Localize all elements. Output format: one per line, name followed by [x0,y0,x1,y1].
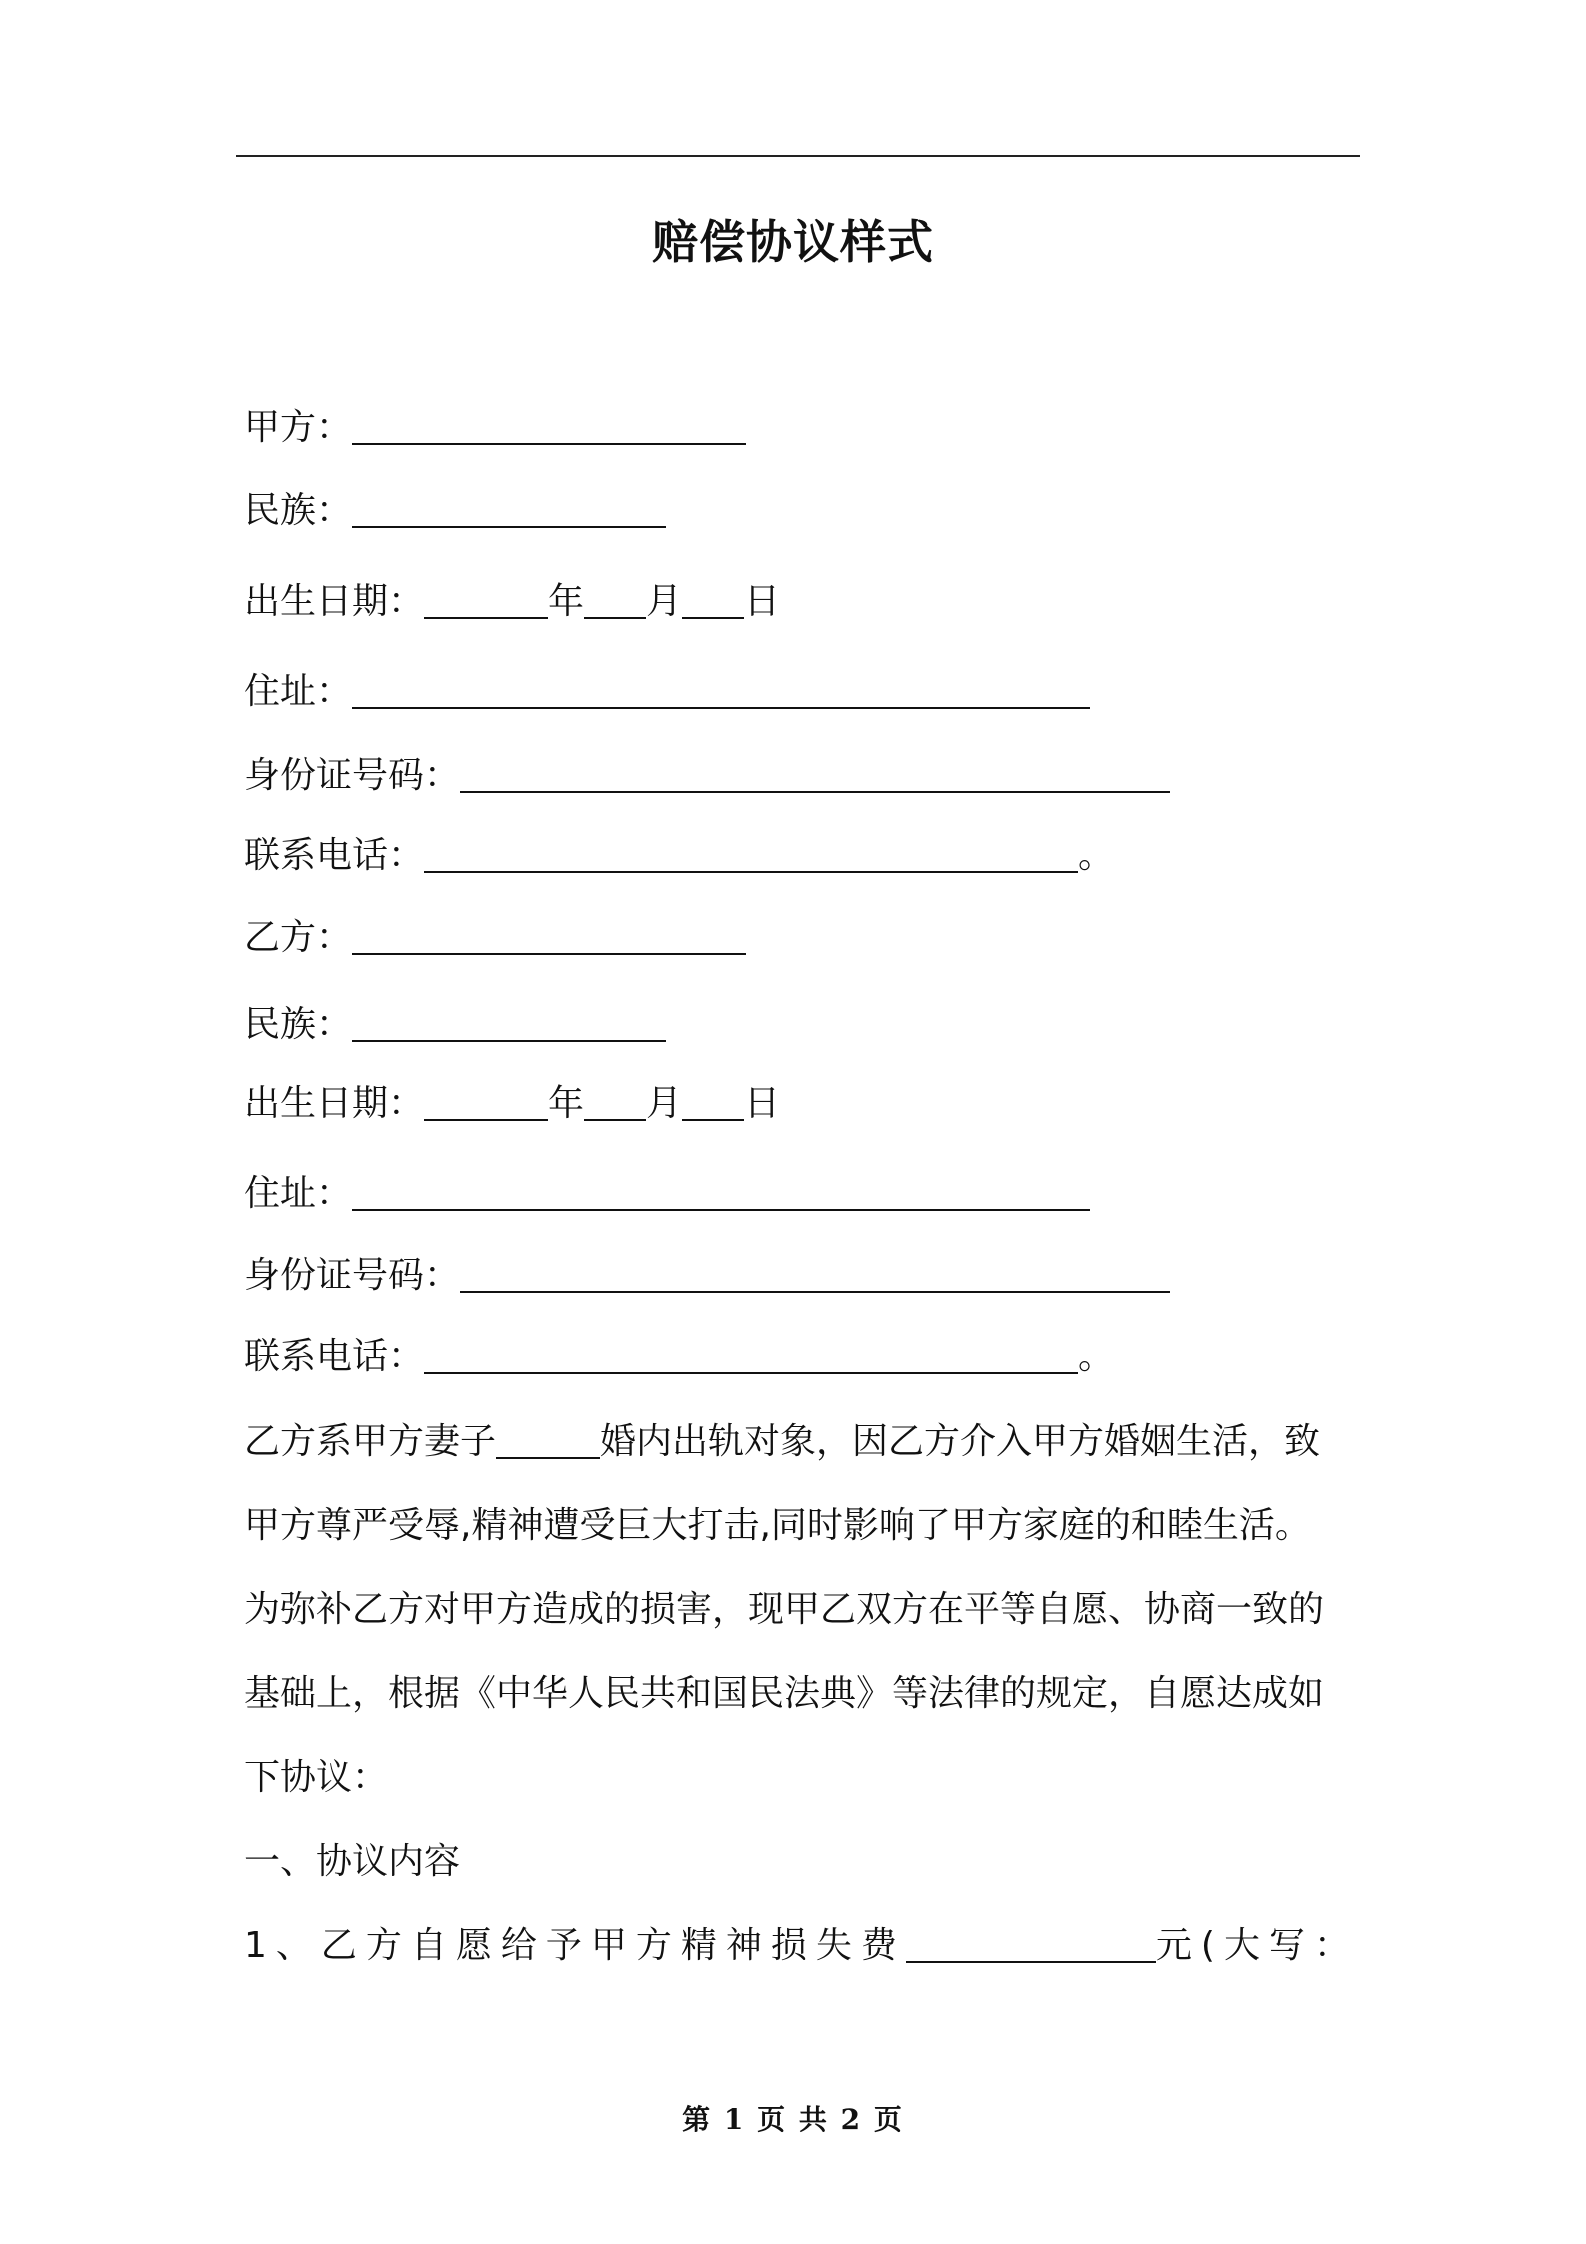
party-b-address-blank[interactable] [352,1179,1090,1211]
intro-line-1-start: 乙方系甲方妻子 [244,1421,497,1462]
party-b-phone-end: 。 [1078,1336,1115,1377]
party-b-birth-label: 出生日期： [244,1083,425,1124]
party-b-birth-year-blank[interactable] [424,1089,548,1121]
intro-line-1 [244,1400,1356,1484]
party-a-name-label: 甲方： [244,407,353,448]
party-a-phone-line [244,832,1114,880]
page-footer: 第 1 页 共 2 页 [682,2103,904,2136]
party-a-phone-end: 。 [1078,835,1115,876]
intro-line-1-end: 婚内出轨对象，因乙方介入甲方婚姻生活，致 [600,1421,1321,1462]
party-a-phone-blank[interactable] [424,841,1078,873]
party-a-phone-label: 联系电话： [244,835,425,876]
section-1-heading: 一、协议内容 [244,1841,461,1882]
party-b-name-line [244,914,746,962]
party-b-name-label: 乙方： [244,917,353,958]
party-b-id-label: 身份证号码： [244,1255,461,1296]
intro-line-4: 基础上，根据《中华人民共和国民法典》等法律的规定，自愿达成如 [244,1673,1325,1714]
clause-1-end: 元(大写： [1155,1925,1359,1966]
party-a-day-text: 日 [744,581,781,622]
header-rule [236,155,1360,157]
party-a-birth-line [244,578,780,626]
party-a-birth-month-blank[interactable] [584,587,646,619]
intro-paragraph [244,1400,1356,1820]
party-a-address-line [244,668,1090,716]
party-b-ethnicity-line [244,1001,666,1049]
spouse-name-blank[interactable] [496,1427,600,1459]
party-b-address-label: 住址： [244,1173,353,1214]
party-a-birth-day-blank[interactable] [682,587,744,619]
party-a-id-blank[interactable] [460,761,1170,793]
party-a-ethnicity-line [244,487,666,535]
party-b-id-line [244,1252,1170,1300]
party-b-ethnicity-label: 民族： [244,1004,353,1045]
party-b-id-blank[interactable] [460,1261,1170,1293]
party-a-birth-label: 出生日期： [244,581,425,622]
party-b-day-text: 日 [744,1083,781,1124]
clause-1-start: 1、乙方自愿给予甲方精神损失费 [244,1925,906,1966]
party-b-ethnicity-blank[interactable] [352,1010,666,1042]
party-a-address-blank[interactable] [352,677,1090,709]
party-a-id-label: 身份证号码： [244,755,461,796]
party-a-id-line [244,752,1170,800]
party-a-address-label: 住址： [244,671,353,712]
clause-1-line [244,1922,1359,1970]
party-a-name-blank[interactable] [352,413,746,445]
document-title: 赔偿协议样式 [652,215,934,269]
party-b-phone-blank[interactable] [424,1342,1078,1374]
party-b-address-line [244,1170,1090,1218]
party-a-ethnicity-blank[interactable] [352,496,666,528]
party-b-phone-label: 联系电话： [244,1336,425,1377]
party-a-year-text: 年 [548,581,585,622]
intro-line-3: 为弥补乙方对甲方造成的损害，现甲乙双方在平等自愿、协商一致的 [244,1589,1325,1630]
party-b-birth-line [244,1080,780,1128]
intro-line-5: 下协议： [244,1757,389,1798]
party-b-month-text: 月 [646,1083,683,1124]
party-a-birth-year-blank[interactable] [424,587,548,619]
party-b-year-text: 年 [548,1083,585,1124]
party-b-birth-month-blank[interactable] [584,1089,646,1121]
party-b-name-blank[interactable] [352,923,746,955]
party-b-phone-line [244,1333,1114,1381]
compensation-amount-blank[interactable] [906,1931,1156,1963]
party-a-ethnicity-label: 民族： [244,490,353,531]
party-a-name-line [244,404,746,452]
intro-line-2: 甲方尊严受辱,精神遭受巨大打击,同时影响了甲方家庭的和睦生活。 [244,1505,1311,1546]
party-a-month-text: 月 [646,581,683,622]
party-b-birth-day-blank[interactable] [682,1089,744,1121]
